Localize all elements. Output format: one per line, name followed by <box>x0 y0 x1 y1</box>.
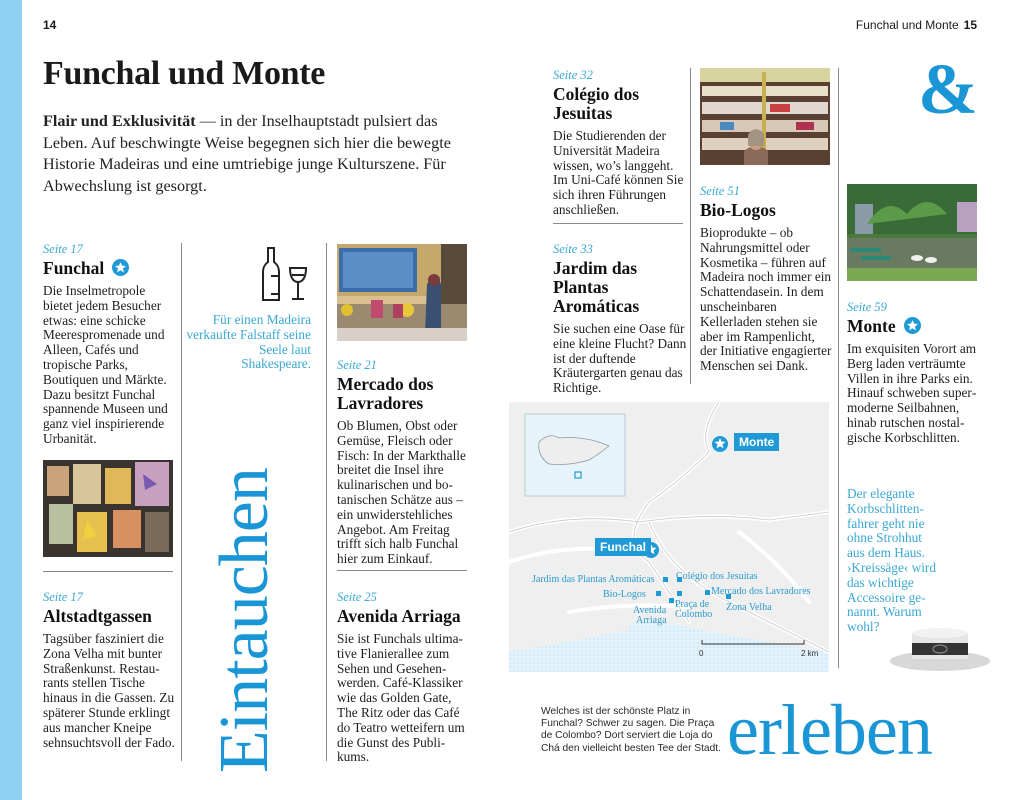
entry-avenida-arriaga <box>337 589 469 765</box>
entry-title: Avenida Arriaga <box>337 606 461 626</box>
wine-bottle-glass-icon <box>262 246 310 307</box>
map-label-mercado: Mercado dos Lavradores <box>711 586 811 597</box>
photo-market-hall <box>337 244 467 341</box>
section-divider <box>337 570 467 571</box>
entry-text: Tagsüber fasziniert die Zona Velha mit bunter Straßenkunst. Restaurants stellen Tische hinaus in die Gassen. Zu späterer Stunde erklingt aus mancher Kneipe sehnsuchtsvoll der Fado. <box>43 631 175 750</box>
entry-text: Im exquisiten Vorort am Berg laden verträumte Villen in ihre Parks ein. Hinauf schweben supermoderne Seilbahnen, hinab rutschen nostalgische Korbschlitten. <box>847 341 977 445</box>
entry-colegio <box>553 67 685 218</box>
map-caption: Welches ist der schönste Platz in Funchal? Schwer zu sagen. Die Praça de Colombo? Dort serviert die Loja do Chá den vielleicht besten Tee der Stadt. <box>541 706 721 754</box>
page-number-left: 14 <box>43 18 57 32</box>
entry-title-text: Monte <box>847 316 896 336</box>
page-ref: Seite 59 <box>847 300 887 314</box>
vertical-headline: Eintauchen <box>206 468 283 773</box>
page-ref: Seite 33 <box>553 242 593 256</box>
photo-monte-garden <box>847 184 977 281</box>
entry-mercado <box>337 357 467 567</box>
entry-title: Bio-Logos <box>700 200 776 220</box>
column-rule <box>838 68 839 668</box>
entry-title <box>847 317 982 336</box>
star-icon <box>112 259 129 276</box>
straw-hat-image <box>888 627 992 678</box>
page-ref: Seite 17 <box>43 242 83 256</box>
entry-title: Jardim das Plantas Aromáticas <box>553 258 640 316</box>
page-ref: Seite 21 <box>337 358 377 372</box>
entry-funchal <box>43 241 178 447</box>
intro-paragraph <box>43 111 483 197</box>
entry-title-text: Funchal <box>43 258 105 278</box>
map-label-praca: Praça de <box>675 599 710 610</box>
entry-text: Ob Blumen, Obst oder Gemüse, Fleisch oder Fisch: In der Markthalle breitet die Insel ihre kulinarischen und botanischen Schätze aus – ein unwiderstehliches Angebot. Am Freitag trifft sich halb Funchal hier zum Einkauf. <box>337 418 466 567</box>
entry-text: Sie suchen eine Oase für eine kleine Flucht? Dann ist der duftende Kräutergarten genau das Richtige. <box>553 321 687 396</box>
entry-title <box>43 259 178 278</box>
column-rule <box>690 68 691 384</box>
map-scale-start: 0 <box>699 649 704 658</box>
entry-text: Sie ist Funchals ultimative Flanierallee zum Sehen und Gesehenwerden. Café-Klassiker wie das Golden Gate, The Ritz oder das Café do Teatro wetteifern um die Gunst des Publikums. <box>337 631 465 765</box>
intro-lead: Flair und Exklusivität <box>43 112 196 130</box>
page-ref: Seite 17 <box>43 590 83 604</box>
hat-quote: Der elegante Korbschlittenfahrer geht nie ohne Strohhut aus dem Haus. ›Kreissäge‹ wird das wichtige Accessoire genannt. Warum wohl? <box>847 486 936 635</box>
map-label-colegio: Colégio dos Jesuitas <box>676 571 758 582</box>
map-label-jardim: Jardim das Plantas Aromáticas <box>532 574 655 585</box>
photo-bio-logos-shop <box>700 68 830 165</box>
ampersand-glyph: & <box>918 49 978 129</box>
running-head <box>856 18 977 32</box>
star-icon <box>904 317 921 334</box>
map-label-zona-velha: Zona Velha <box>726 602 772 613</box>
entry-jardim <box>553 241 688 396</box>
entry-text: Die Studierenden der Universität Madeira wissen, wo’s langgeht. Im Uni-Café können Sie sich ihren Führungen anschließen. <box>553 128 684 217</box>
map-badge-monte[interactable]: Monte <box>734 433 779 451</box>
page-number-right: 15 <box>963 18 977 32</box>
wine-quote: Für einen Madeira verkaufte Falstaff seine Seele laut Shakespeare. <box>186 312 311 372</box>
city-map[interactable] <box>509 402 829 672</box>
entry-text: Bioprodukte – ob Nahrungsmittel oder Kosmetika – führen auf Madeira noch immer ein Schattendasein. In dem unscheinbaren Kellerladen stehen sie aber im Rampenlicht, der Initiative engagierter Menschen sei Dank. <box>700 225 832 374</box>
big-headline-erleben: erleben <box>727 690 932 770</box>
section-divider <box>43 571 173 572</box>
map-label-bio-logos: Bio-Logos <box>603 589 646 600</box>
entry-text: Die Inselmetropole bietet jedem Besucher etwas: eine schicke Meerespromenade und Alleen, Cafés und tropische Parks, Boutiquen und Märkte. Dazu besitzt Funchal spannende Museen und ganz viel inspirierende Urbanität. <box>43 283 168 446</box>
entry-title: Altstadtgassen <box>43 606 152 626</box>
entry-bio-logos <box>700 183 832 374</box>
column-rule <box>326 243 327 761</box>
page-ref: Seite 32 <box>553 68 593 82</box>
page-ref: Seite 51 <box>700 184 740 198</box>
page-title: Funchal und Monte <box>43 55 326 92</box>
column-rule <box>181 243 182 761</box>
entry-title: Mercado dos Lavradores <box>337 374 434 413</box>
section-divider <box>553 223 683 224</box>
intro-text: — in der Inselhauptstadt pulsiert das Leben. Auf beschwingte Weise begegnen sich hier die bewegte Historie Madeiras und eine umtriebige junge Kulturszene. Für Abwechslung ist gesorgt. <box>43 112 451 195</box>
map-label-avenida: Avenida <box>633 605 667 616</box>
running-head-title: Funchal und Monte <box>855 18 959 32</box>
page-edge-bar <box>0 0 22 800</box>
map-label-colombo: Colombo <box>675 609 713 620</box>
map-scale-end: 2 km <box>801 649 819 658</box>
map-label-arriaga: Arriaga <box>636 615 667 626</box>
entry-title: Colégio dos Jesuitas <box>553 84 640 123</box>
photo-street-art <box>43 460 173 557</box>
map-badge-funchal[interactable]: Funchal <box>595 538 651 556</box>
page-ref: Seite 25 <box>337 590 377 604</box>
entry-altstadtgassen <box>43 589 178 750</box>
entry-monte <box>847 299 982 446</box>
